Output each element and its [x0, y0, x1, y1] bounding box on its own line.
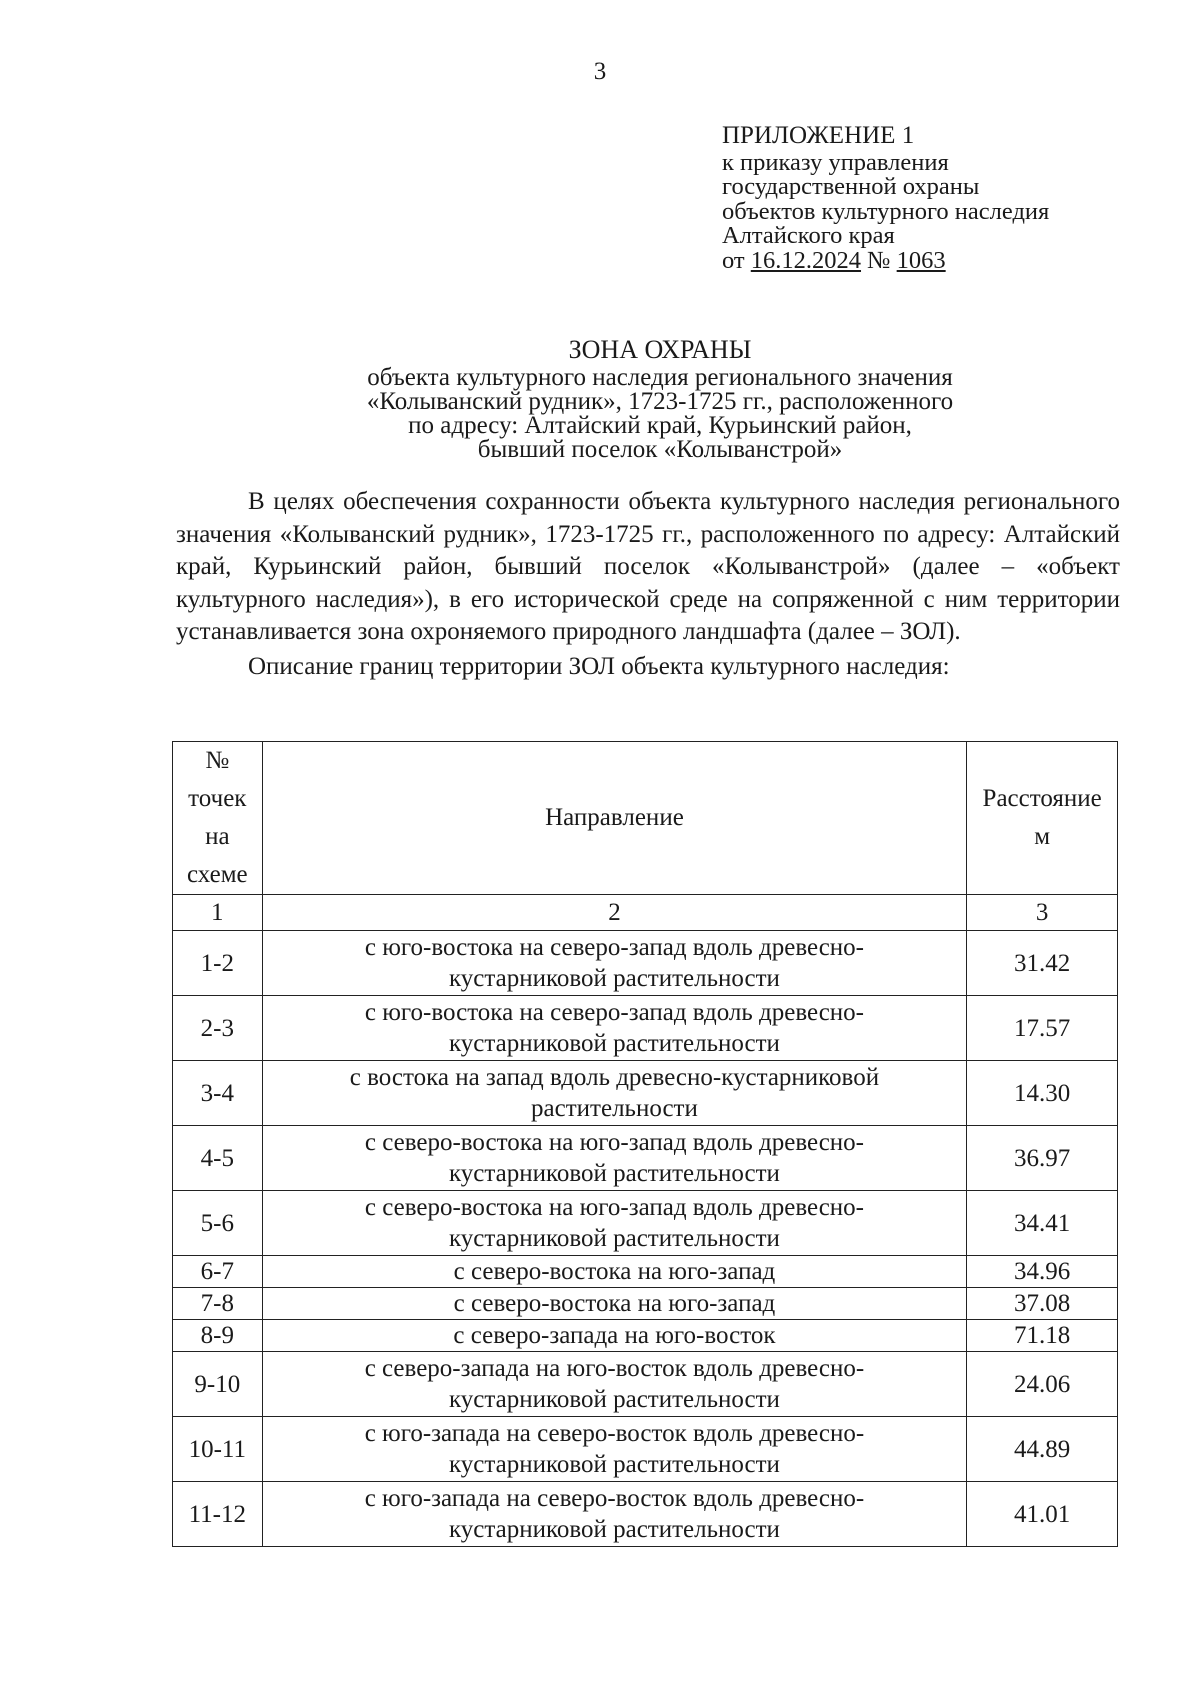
row-distance: 17.57 — [967, 996, 1118, 1061]
number-sign: № — [861, 246, 897, 274]
table-row — [173, 1191, 1118, 1256]
header-points-line: точек — [188, 785, 247, 812]
table-row — [173, 1126, 1118, 1191]
column-number: 3 — [967, 895, 1118, 931]
row-direction-line: с юго-востока на северо-запад вдоль древесно- — [364, 999, 864, 1026]
row-direction-line: кустарниковой растительности — [448, 1225, 780, 1252]
header-direction: Направление — [262, 742, 967, 895]
row-distance: 31.42 — [967, 931, 1118, 996]
row-direction — [262, 1352, 967, 1417]
row-direction-line: кустарниковой растительности — [448, 1451, 780, 1478]
appendix-line: Алтайского края — [722, 222, 895, 249]
row-direction — [262, 1061, 967, 1126]
row-distance: 24.06 — [967, 1352, 1118, 1417]
page-number: 3 — [593, 58, 607, 85]
intro-paragraph: В целях обеспечения сохранности объекта культурного наследия регионального значения «Колыванский рудник», 1723-1725 гг., расположенного по адресу: Алтайский край, Курьинский район, бывший поселок «Колыванстрой» (далее – «объект культурного наследия»), в его исторической среде на сопряженной с ним территории устанавливается зона охроняемого природного ландшафта (далее – ЗОЛ). — [176, 488, 1120, 645]
header-distance-unit: м — [1034, 823, 1051, 850]
zone-title-line: «Колыванский рудник», 1723-1725 гг., расположенного — [366, 388, 954, 415]
header-points-line: № — [205, 747, 230, 774]
row-points: 3-4 — [173, 1061, 263, 1126]
row-direction — [262, 1417, 967, 1482]
appendix-title: ПРИЛОЖЕНИЕ 1 — [722, 122, 915, 149]
header-points-line: на — [205, 823, 230, 850]
row-points: 4-5 — [173, 1126, 263, 1191]
row-distance: 36.97 — [967, 1126, 1118, 1191]
row-direction-line: с юго-запада на северо-восток вдоль древесно- — [364, 1485, 865, 1512]
row-points: 1-2 — [173, 931, 263, 996]
row-direction-line: кустарниковой растительности — [448, 1386, 780, 1413]
table-body — [173, 931, 1118, 1547]
row-direction — [262, 1126, 967, 1191]
row-direction-line: растительности — [531, 1095, 698, 1122]
row-points: 6-7 — [173, 1256, 263, 1288]
table-row — [173, 1417, 1118, 1482]
table-header-row — [173, 742, 1118, 895]
row-direction-line: с северо-востока на юго-запад — [453, 1290, 776, 1317]
header-distance-line: Расстояние — [982, 785, 1102, 812]
table-row — [173, 1256, 1118, 1288]
row-points: 11-12 — [173, 1482, 263, 1547]
row-points: 2-3 — [173, 996, 263, 1061]
header-points-line: схеме — [186, 861, 248, 888]
row-direction-line: с востока на запад вдоль древесно-кустарниковой — [349, 1064, 880, 1091]
order-number: 1063 — [896, 246, 946, 274]
appendix-line: объектов культурного наследия — [722, 197, 1050, 225]
row-direction-line: с юго-востока на северо-запад вдоль древесно- — [364, 934, 864, 961]
column-number: 1 — [173, 895, 263, 931]
boundary-table — [172, 741, 1118, 1547]
row-direction-line: с северо-запада на юго-восток — [453, 1322, 776, 1349]
row-direction-line: кустарниковой растительности — [448, 1030, 780, 1057]
header-points — [173, 742, 263, 895]
row-direction — [262, 1256, 967, 1288]
table-row — [173, 1352, 1118, 1417]
row-direction — [262, 1288, 967, 1320]
row-direction — [262, 1320, 967, 1352]
row-points: 9-10 — [173, 1352, 263, 1417]
row-points: 7-8 — [173, 1288, 263, 1320]
row-distance: 14.30 — [967, 1061, 1118, 1126]
table-caption: Описание границ территории ЗОЛ объекта культурного наследия: — [248, 652, 950, 680]
body-text — [176, 486, 1120, 683]
table-row — [173, 1061, 1118, 1126]
row-direction-line: кустарниковой растительности — [448, 1516, 780, 1543]
row-direction — [262, 931, 967, 996]
row-distance: 41.01 — [967, 1482, 1118, 1547]
row-points: 8-9 — [173, 1320, 263, 1352]
row-points: 5-6 — [173, 1191, 263, 1256]
appendix-block — [722, 124, 1049, 273]
row-direction-line: с юго-запада на северо-восток вдоль древесно- — [364, 1420, 865, 1447]
row-direction-line: с северо-востока на юго-запад вдоль древесно- — [364, 1194, 864, 1221]
table-row — [173, 931, 1118, 996]
table-row — [173, 996, 1118, 1061]
row-direction-line: кустарниковой растительности — [448, 965, 780, 992]
row-direction-line: кустарниковой растительности — [448, 1160, 780, 1187]
row-distance: 34.41 — [967, 1191, 1118, 1256]
table-row — [173, 1288, 1118, 1320]
zone-title-line: бывший поселок «Колыванстрой» — [477, 436, 843, 463]
row-direction-line: с северо-востока на юго-запад — [453, 1258, 776, 1285]
appendix-date-line — [722, 246, 1049, 274]
zone-heading: ЗОНА ОХРАНЫ — [568, 335, 752, 364]
zone-title-line: объекта культурного наследия регионального значения — [367, 364, 953, 391]
row-direction-line: с северо-востока на юго-запад вдоль древесно- — [364, 1129, 864, 1156]
date-prefix: от — [722, 246, 751, 274]
row-direction — [262, 1482, 967, 1547]
zone-title-line: по адресу: Алтайский край, Курьинский район, — [408, 412, 912, 439]
appendix-line: государственной охраны — [722, 173, 980, 200]
row-distance: 37.08 — [967, 1288, 1118, 1320]
row-distance: 71.18 — [967, 1320, 1118, 1352]
zone-title-block — [250, 335, 1070, 463]
row-distance: 34.96 — [967, 1256, 1118, 1288]
row-direction-line: с северо-запада на юго-восток вдоль древесно- — [364, 1355, 865, 1382]
row-distance: 44.89 — [967, 1417, 1118, 1482]
appendix-line: к приказу управления — [722, 148, 949, 176]
row-direction — [262, 996, 967, 1061]
column-number: 2 — [262, 895, 967, 931]
header-distance — [967, 742, 1118, 895]
table-row — [173, 1320, 1118, 1352]
order-date: 16.12.2024 — [750, 246, 862, 274]
column-number-row — [173, 895, 1118, 931]
row-points: 10-11 — [173, 1417, 263, 1482]
row-direction — [262, 1191, 967, 1256]
table-row — [173, 1482, 1118, 1547]
